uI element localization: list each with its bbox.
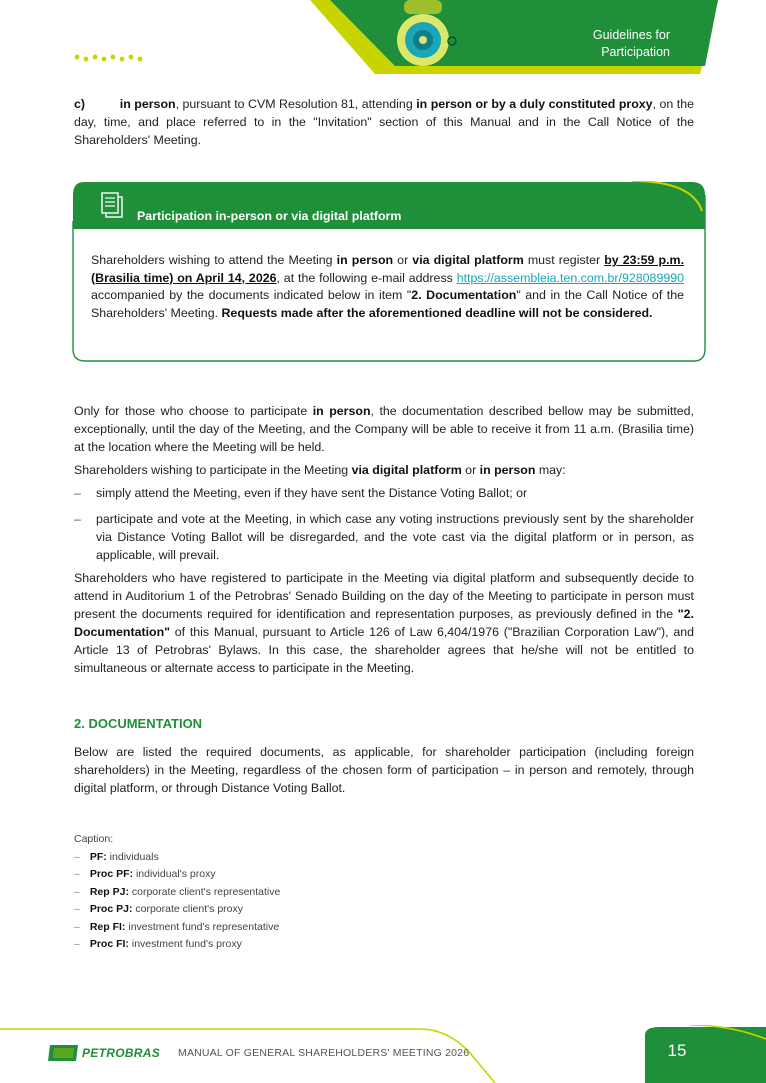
para3-bold: "2. Documentation" [74, 607, 694, 639]
list-item [74, 484, 694, 502]
caption-item [74, 901, 280, 919]
dash-icon: – [74, 486, 81, 500]
section-documentation-text [74, 743, 694, 797]
paragraph-in-person [74, 402, 694, 456]
documentation-paragraph: Below are listed the required documents, as applicable, for shareholder participation (including foreign shareholders) in the Meeting, regardless of the chosen form of participation – in person and remotely, through digital platform, or through Distance Voting Ballot. [74, 745, 694, 795]
para3-text-2: of this Manual, pursuant to Article 126 of Law 6,404/1976 ("Brazilian Corporation Law"), and Article 13 of Petrobras' Bylaws. In this case, the shareholder agrees that he/she will not be entitled to simultaneous or alternate access to participate in the Meeting. [74, 625, 694, 675]
dash-icon: – [74, 920, 80, 933]
item-label: c) [74, 97, 86, 111]
box-bold-documentation: 2. Documentation [411, 288, 517, 302]
caption-item [74, 936, 280, 954]
info-box-body [91, 252, 684, 322]
header-title-line2: Participation [601, 45, 670, 59]
intro-bold-1: in person or by a duly constituted proxy [416, 97, 653, 111]
list-item-text: simply attend the Meeting, even if they have sent the Distance Voting Ballot; or [96, 486, 528, 500]
box-bold-in-person: in person [336, 253, 394, 267]
caption-item [74, 884, 280, 902]
caption-code: PF: [89, 850, 107, 863]
page-number: 15 [667, 1041, 687, 1060]
caption-desc: individuals [106, 850, 159, 863]
registration-link[interactable]: https://assembleia.ten.com.br/928089990 [456, 270, 685, 285]
caption-label: Caption: [74, 833, 114, 845]
info-box-title: Participation in-person or via digital platform [137, 209, 402, 223]
caption-item [74, 849, 280, 867]
caption-code: Proc PJ: [89, 903, 133, 915]
caption-code: Proc FI: [89, 938, 129, 950]
body-paragraphs [74, 402, 694, 677]
para2-bold-2: in person [479, 463, 536, 477]
in-person-text: in person [119, 97, 176, 111]
footer-document-title: MANUAL OF GENERAL SHAREHOLDERS' MEETING 2026 [178, 1047, 470, 1059]
caption-item [74, 919, 280, 937]
options-list [74, 484, 694, 564]
paragraph-registered [74, 569, 694, 677]
para2-bold-1: via digital platform [351, 463, 462, 477]
caption-desc: corporate client's representative [128, 885, 281, 898]
box-text-6: " and in the Call Notice of the Shareholders' Meeting. [91, 288, 685, 320]
caption-code: Rep PJ: [89, 885, 129, 898]
para2-text-1: Shareholders wishing to participate in the Meeting [74, 463, 352, 477]
box-text-1: Shareholders wishing to attend the Meeting [91, 253, 337, 267]
intro-text-2: , on the day, time, and place referred to in the "Invitation" section of this Manual and in the Call Notice of the Shareholders' Meeting. [74, 97, 694, 147]
para2-text-2: or [461, 463, 480, 477]
intro-text-1: , pursuant to CVM Resolution 81, attending [175, 97, 417, 111]
box-text-3: must register [523, 253, 605, 267]
list-item [74, 510, 694, 564]
paragraph-may [74, 461, 694, 479]
petrobras-logo-icon [48, 1045, 78, 1061]
dash-icon: – [74, 868, 80, 880]
caption-code: Proc PF: [89, 868, 134, 880]
caption-desc: investment fund's representative [125, 920, 280, 933]
para3-text-1: Shareholders who have registered to participate in the Meeting via digital platform and subsequently decide to attend in Auditorium 1 of the Petrobras' Senado Building on the day of the Meeting to participate in person must present the documents required for identification and representation purposes, as previously defined in the [74, 571, 694, 621]
box-text-5: accompanied by the documents indicated below in item " [91, 288, 412, 302]
box-text-2: or [393, 253, 413, 267]
caption [74, 831, 280, 954]
decorative-dots [74, 53, 144, 63]
dash-icon: – [74, 938, 80, 950]
dash-icon: – [74, 850, 80, 863]
header-title-line1: Guidelines for [592, 28, 670, 42]
caption-desc: individual's proxy [133, 868, 216, 880]
document-icon [102, 193, 122, 217]
petrobras-logo-text: PETROBRAS [82, 1046, 161, 1060]
dash-icon: – [74, 903, 80, 915]
list-item-text: participate and vote at the Meeting, in which case any voting instructions previously sent by the shareholder via Distance Voting Ballot will be disregarded, and the vote cast via the digital platform or in person, as applicable, will prevail. [96, 512, 694, 562]
caption-code: Rep FI: [89, 920, 126, 933]
para1-bold: in person [312, 404, 371, 418]
box-bold-deadline-warning: Requests made after the aforementioned deadline will not be considered. [221, 305, 653, 320]
caption-item [74, 866, 280, 884]
caption-desc: corporate client's proxy [132, 903, 244, 915]
para1-text-2: , the documentation described bellow may be submitted, exceptionally, until the day of the Meeting, and the Company will be able to receive it from 11 a.m. (Brasilia time) at the location where the Meeting will be held. [74, 404, 694, 454]
para1-text-1: Only for those who choose to participate [74, 404, 313, 418]
header-title [593, 27, 670, 61]
dash-icon: – [74, 512, 81, 526]
registration-deadline: by 23:59 p.m. (Brasilia time) on April 14, 2026 [91, 253, 685, 285]
dash-icon: – [74, 885, 80, 898]
caption-list [74, 849, 280, 954]
box-bold-digital: via digital platform [412, 253, 524, 267]
para2-text-3: may: [535, 463, 566, 477]
caption-desc: investment fund's proxy [128, 938, 242, 950]
box-text-4: , at the following e-mail address [276, 270, 457, 285]
section-title-documentation: 2. DOCUMENTATION [74, 716, 203, 731]
intro-paragraph [74, 95, 694, 149]
